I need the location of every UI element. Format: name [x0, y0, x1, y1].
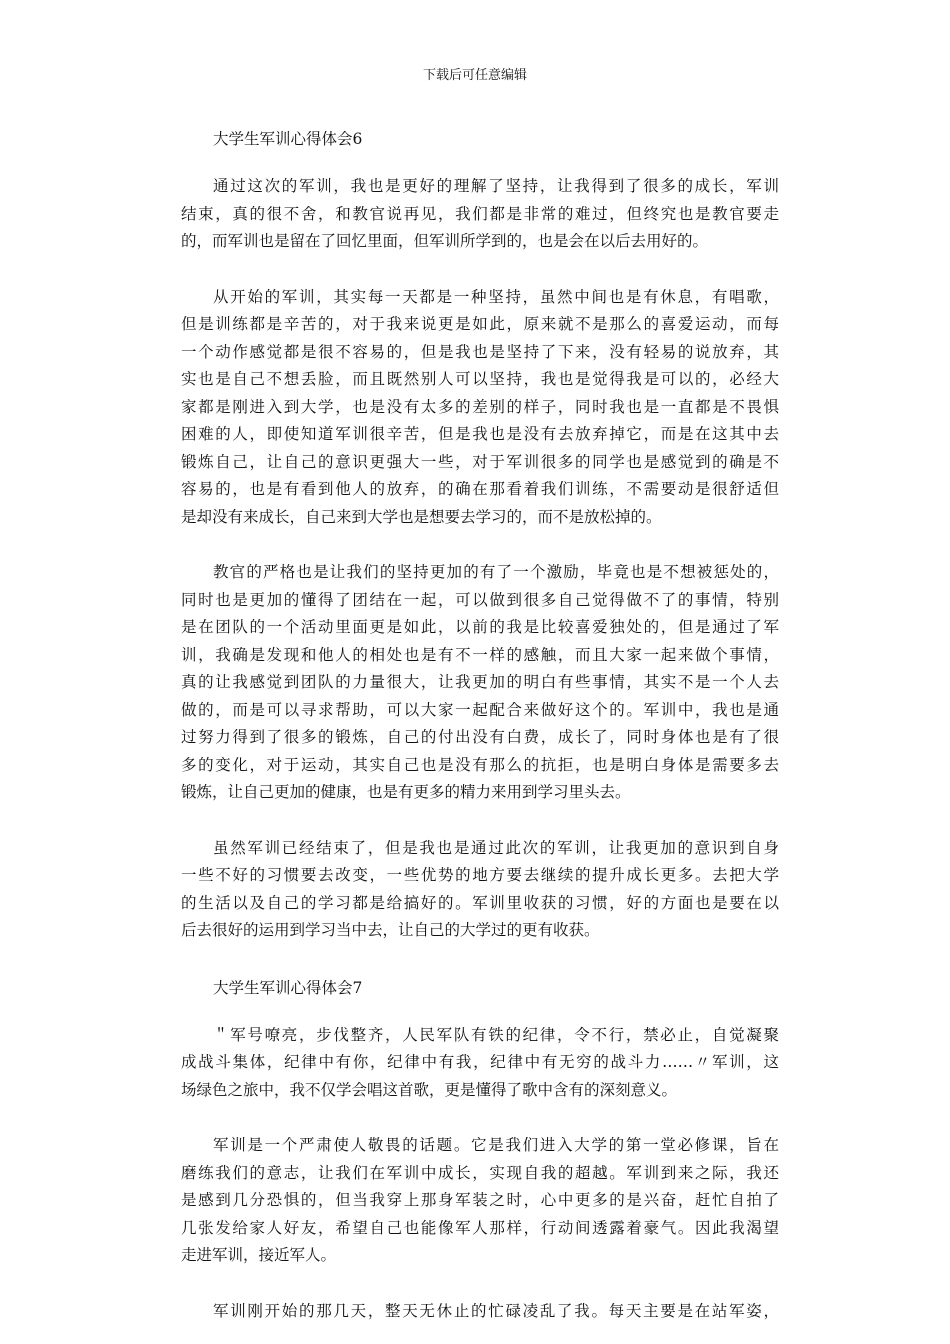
paragraph-line: 的，而军训也是留在了回忆里面，但军训所学到的，也是会在以后去用好的。 — [181, 232, 709, 250]
paragraph-line: 场绿色之旅中，我不仅学会唱这首歌，更是懂得了歌中含有的深刻意义。 — [181, 1080, 678, 1099]
paragraph-line: 军训刚开始的那几天，整天无休止的忙碌凌乱了我。每天主要是在站军姿， — [213, 1301, 779, 1320]
paragraph-line: 一些不好的习惯要去改变，一些优势的地方要去继续的提升成长更多。去把大学 — [181, 866, 779, 884]
paragraph — [181, 1022, 779, 1105]
paragraph-line: 家都是刚进入到大学，也是没有太多的差别的样子，同时我也是一直都是不畏惧 — [181, 397, 779, 416]
paragraph-line: 过努力得到了很多的锻炼，自己的付出没有白费，成长了，同时身体也是有了很 — [181, 728, 779, 746]
paragraph-line: 多的变化，对于运动，其实自己也是没有那么的抗拒，也是明白身体是需要多去 — [181, 755, 779, 774]
paragraph — [181, 173, 779, 256]
paragraph-line: 几张发给家人好友，希望自己也能像军人那样，行动间透露着豪气。因此我渴望 — [181, 1218, 779, 1237]
section-title: 大学生军训心得体会7 — [213, 978, 363, 997]
paragraph — [181, 1132, 779, 1270]
paragraph-line: 同时也是更加的懂得了团结在一起，可以做到很多自己觉得做不了的事情，特别 — [181, 590, 779, 609]
paragraph-line: 结束，真的很不舍，和教官说再见，我们都是非常的难过，但终究也是教官要走 — [181, 204, 779, 223]
paragraph-line: 锻炼，让自己更加的健康，也是有更多的精力来用到学习里头去。 — [181, 783, 631, 801]
section-title: 大学生军训心得体会6 — [213, 130, 363, 148]
paragraph-line: 是感到几分恐惧的，但当我穿上那身军装之时，心中更多的是兴奋，赶忙自拍了 — [181, 1191, 779, 1209]
paragraph — [181, 559, 779, 807]
paragraph-line: 后去很好的运用到学习当中去，让自己的大学过的更有收获。 — [181, 921, 600, 939]
paragraph-line: 从开始的军训，其实每一天都是一种坚持，虽然中间也是有休息，有唱歌， — [213, 287, 779, 306]
document-body — [181, 124, 779, 1325]
paragraph-line: 磨练我们的意志，让我们在军训中成长，实现自我的超越。军训到来之际，我还 — [181, 1163, 779, 1182]
paragraph — [181, 1298, 779, 1326]
paragraph-line: 虽然军训已经结束了，但是我也是通过此次的军训，让我更加的意识到自身 — [213, 838, 779, 857]
paragraph — [181, 284, 779, 532]
paragraph-line: ＂军号嘹亮，步伐整齐，人民军队有铁的纪律，令不行，禁必止，自觉凝聚 — [213, 1025, 779, 1044]
page-header-note: 下载后可任意编辑 — [422, 68, 527, 83]
paragraph-line: 一个动作感觉都是很不容易的，但是我也是坚持了下来，没有轻易的说放弃，其 — [181, 342, 779, 361]
paragraph-line: 做的，而是可以寻求帮助，可以大家一起配合来做好这个的。军训中，我也是通 — [181, 700, 779, 719]
paragraph-line: 是却没有来成长，自己来到大学也是想要去学习的，而不是放松掉的。 — [181, 507, 662, 526]
paragraph-line: 但是训练都是辛苦的，对于我来说更是如此，原来就不是那么的喜爱运动，而每 — [181, 315, 779, 333]
paragraph-line: 训，我确是发现和他人的相处也是有不一样的感触，而且大家一起来做个事情， — [181, 645, 779, 664]
paragraph — [181, 835, 779, 945]
paragraph-line: 教官的严格也是让我们的坚持更加的有了一个激励，毕竟也是不想被惩处的， — [213, 563, 779, 581]
paragraph-line: 的生活以及自己的学习都是给搞好的。军训里收获的习惯，好的方面也是要在以 — [181, 893, 779, 912]
paragraph-line: 是在团队的一个活动里面更是如此，以前的我是比较喜爱独处的，但是通过了军 — [181, 618, 779, 636]
paragraph-line: 困难的人，即使知道军训很辛苦，但是我也是没有去放弃掉它，而是在这其中去 — [181, 425, 779, 443]
paragraph-line: 成战斗集体，纪律中有你，纪律中有我，纪律中有无穷的战斗力……〃军训，这 — [181, 1053, 779, 1071]
paragraph-line: 锻炼自己，让自己的意识更强大一些，对于军训很多的同学也是感觉到的确是不 — [181, 452, 779, 471]
paragraph-line: 实也是自己不想丢脸，而且既然别人可以坚持，我也是觉得我是可以的，必经大 — [181, 370, 779, 388]
paragraph-line: 走进军训，接近军人。 — [181, 1246, 337, 1264]
paragraph-line: 通过这次的军训，我也是更好的理解了坚持，让我得到了很多的成长，军训 — [213, 177, 779, 195]
paragraph-line: 容易的，也是有看到他人的放弃，的确在那看着我们训练，不需要动是很舒适但 — [181, 480, 779, 498]
paragraph-line: 军训是一个严肃使人敬畏的话题。它是我们进入大学的第一堂必修课，旨在 — [213, 1136, 779, 1154]
paragraph-line: 真的让我感觉到团队的力量很大，让我更加的明白有些事情，其实不是一个人去 — [181, 673, 779, 691]
